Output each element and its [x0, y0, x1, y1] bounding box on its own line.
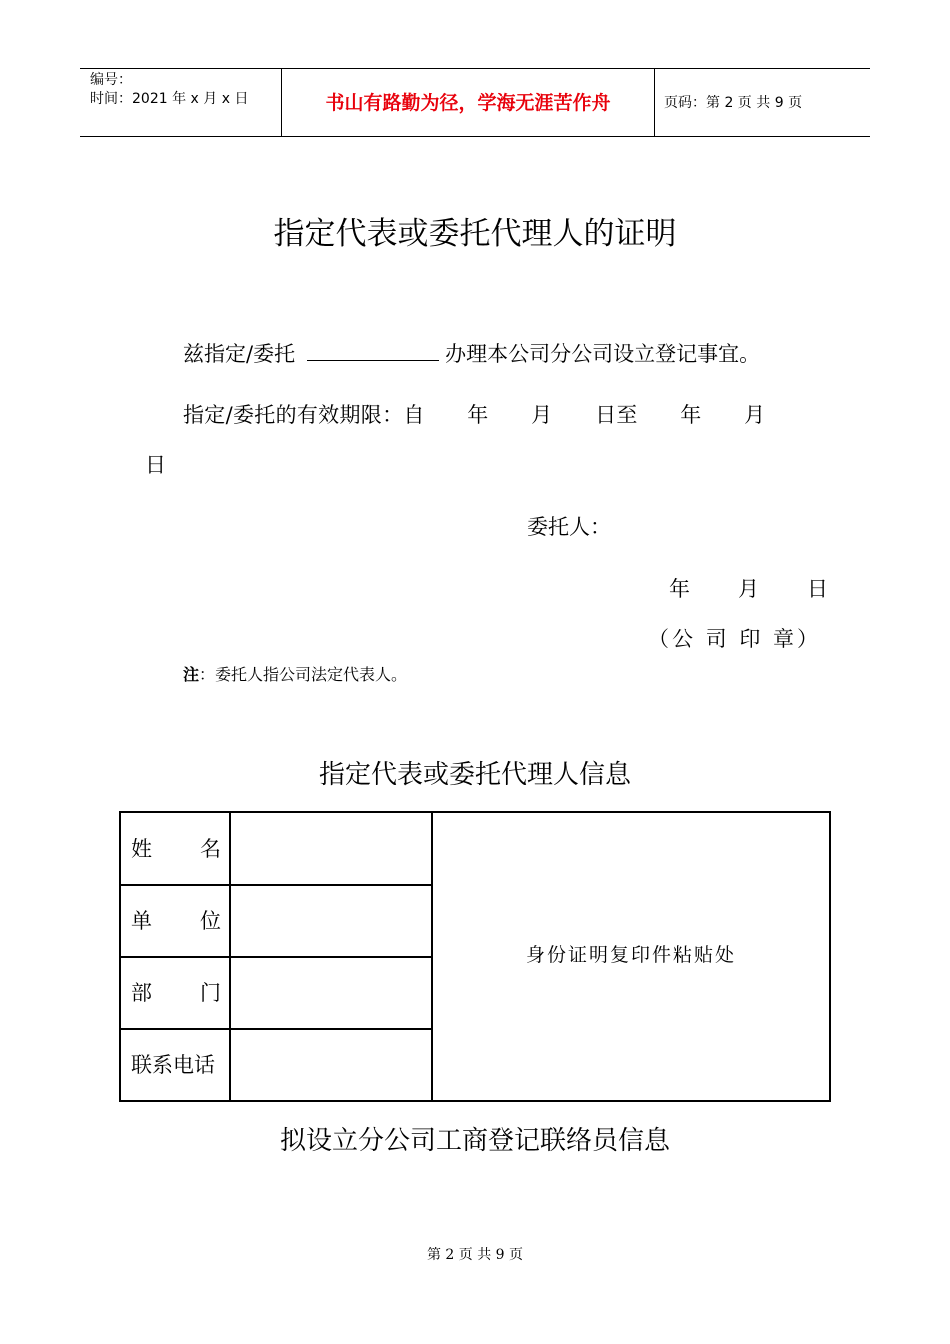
- liaison-section-title: 拟设立分公司工商登记联络员信息: [279, 1126, 670, 1156]
- validity-day: 日: [145, 453, 166, 477]
- note-text: ：委托人指公司法定代表人。: [199, 665, 408, 684]
- name-value-cell[interactable]: [233, 815, 429, 883]
- table-row-department-label: 部 门: [131, 981, 221, 1005]
- header-motto: 书山有路勤为径，学海无涯苦作舟: [325, 92, 611, 114]
- header-bottom-rule: [80, 136, 870, 137]
- date-line: 年 月 日: [669, 577, 830, 601]
- header-page-info: 页码：第 2 页 共 9 页: [664, 95, 803, 111]
- note: [183, 662, 407, 688]
- designation-line: [183, 338, 760, 369]
- info-section-title: 指定代表或委托代理人信息: [318, 760, 631, 790]
- designee-blank-field[interactable]: [307, 338, 439, 361]
- department-value-cell[interactable]: [233, 959, 429, 1027]
- designation-suffix: 办理本公司分公司设立登记事宜。: [445, 342, 761, 366]
- header-top-rule: [80, 68, 870, 69]
- table-row-name-label: 姓 名: [131, 837, 221, 861]
- table-row-phone-label: 联系电话: [131, 1053, 215, 1077]
- unit-value-cell[interactable]: [233, 887, 429, 955]
- note-label: 注: [183, 665, 200, 684]
- footer-page-number: 第 2 页 共 9 页: [426, 1247, 524, 1263]
- principal-label: 委托人：: [527, 515, 611, 539]
- document-title: 指定代表或委托代理人的证明: [273, 216, 677, 252]
- designation-prefix: 兹指定/委托: [183, 342, 296, 366]
- validity-line: 指定/委托的有效期限：自 年 月 日至 年 月: [183, 403, 766, 427]
- company-seal-line: （公 司 印 章）: [648, 627, 822, 651]
- phone-value-cell[interactable]: [233, 1031, 429, 1099]
- table-row-unit-label: 单 位: [131, 909, 221, 933]
- id-copy-paste-area: [433, 813, 829, 1100]
- header-time-label: 时间：2021 年 x 月 x 日: [90, 91, 249, 107]
- header-divider-right: [654, 68, 655, 136]
- id-copy-paste-label: 身份证明复印件粘贴处: [525, 944, 736, 966]
- info-table: [119, 811, 831, 1102]
- header-number-label: 编号：: [90, 72, 132, 88]
